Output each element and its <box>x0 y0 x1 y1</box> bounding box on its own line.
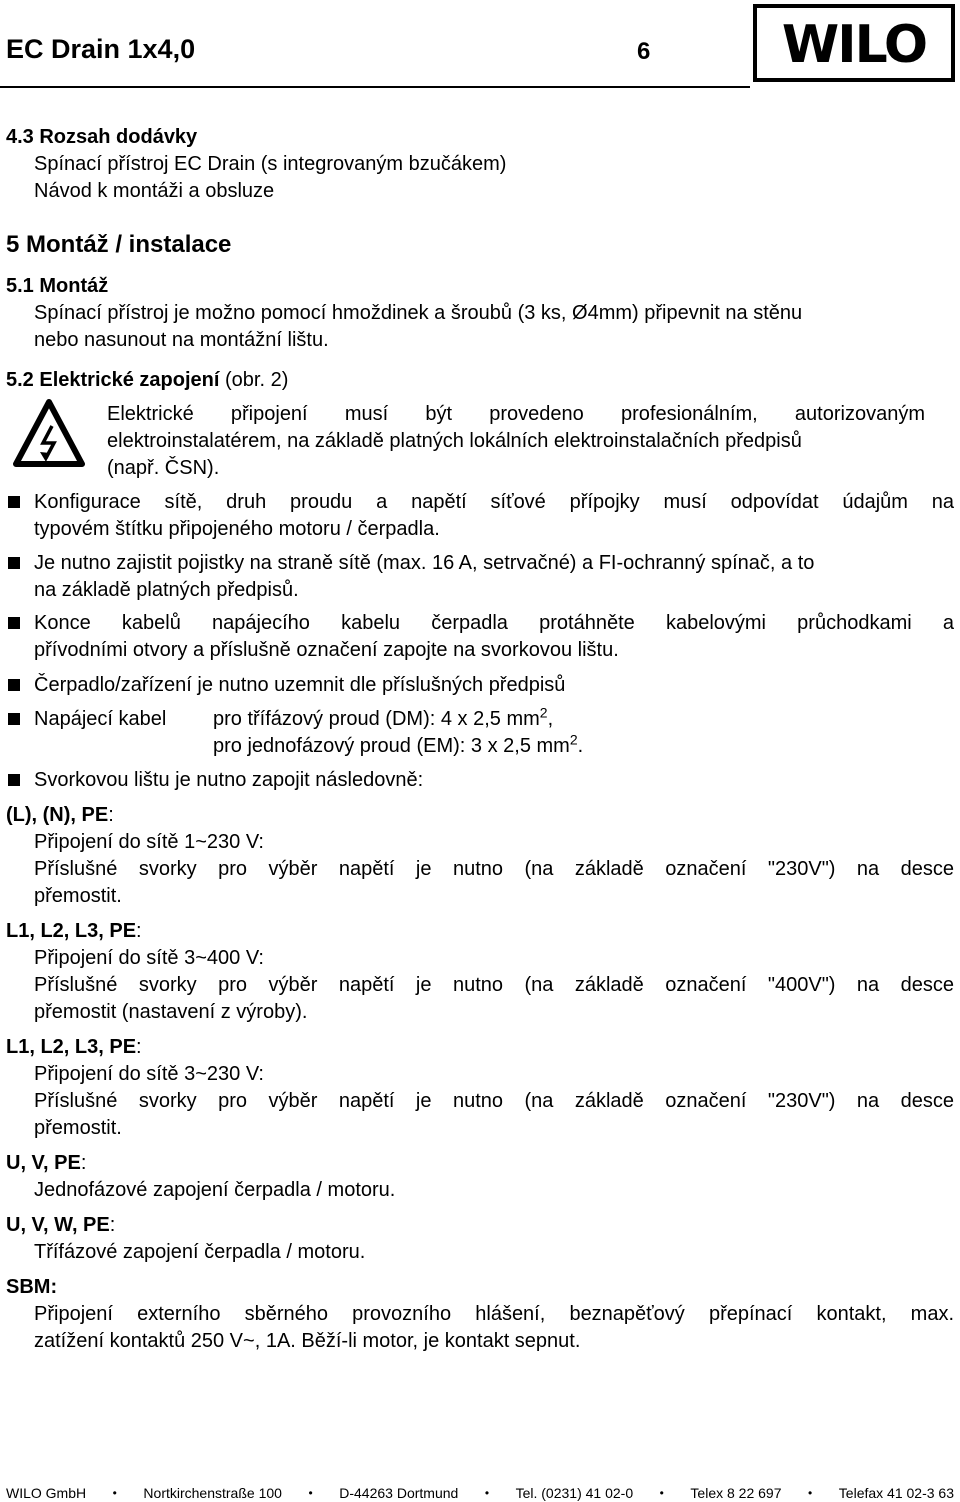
terminal-sub: Připojení do sítě 3~400 V: <box>34 947 264 969</box>
terminal-sub: Třífázové zapojení čerpadla / motoru. <box>34 1241 366 1263</box>
terminal-sub: Jednofázové zapojení čerpadla / motoru. <box>34 1179 396 1201</box>
page-number: 6 <box>637 38 651 65</box>
bullet-2-line-1: Je nutno zajistit pojistky na straně sítě (max. 16 A, setrvačné) a FI-ochranný spínač, a to <box>34 552 815 574</box>
bullet-3-line-2: přívodními otvory a příslušně označení zapojte na svorkovou lištu. <box>34 639 619 661</box>
bullet-6: Svorkovou lištu je nutno zapojit následovně: <box>34 769 424 791</box>
terminal-desc-line-1: Příslušné svorky pro výběr napětí je nutno (na základě označení "230V") na desce <box>34 1090 954 1112</box>
bullet-marker <box>8 496 20 508</box>
warning-line-1: Elektrické připojení musí být provedeno profesionálním, autorizovaným <box>107 403 925 425</box>
terminal-desc-line-1: Příslušné svorky pro výběr napětí je nutno (na základě označení "400V") na desce <box>34 974 954 996</box>
terminal-label: (L), (N), PE: <box>6 804 114 826</box>
footer-telex: Telex 8 22 697 <box>690 1485 782 1501</box>
terminal-label: L1, L2, L3, PE: <box>6 1036 142 1058</box>
footer-separator: • <box>659 1486 664 1500</box>
mount-line-1: Spínací přístroj je možno pomocí hmoždinek a šroubů (3 ks, Ø4mm) připevnit na stěnu <box>34 302 803 324</box>
footer-separator: • <box>308 1486 313 1500</box>
terminal-label: SBM: <box>6 1276 58 1298</box>
bullet-marker <box>8 557 20 569</box>
mount-line-2: nebo nasunout na montážní lištu. <box>34 329 329 351</box>
footer-city: D-44263 Dortmund <box>339 1485 459 1501</box>
bullet-marker <box>8 617 20 629</box>
bullet-5-label: Napájecí kabel <box>34 708 167 730</box>
wilo-logo <box>753 4 955 82</box>
bullet-marker <box>8 679 20 691</box>
bullet-3-line-1: Konce kabelů napájecího kabelu čerpadla protáhněte kabelovými průchodkami a <box>34 612 954 634</box>
terminal-label: L1, L2, L3, PE: <box>6 920 142 942</box>
terminal-label: U, V, W, PE: <box>6 1214 116 1236</box>
terminal-desc-line-2: zatížení kontaktů 250 V~, 1A. Běží-li motor, je kontakt sepnut. <box>34 1330 581 1352</box>
bullet-marker <box>8 774 20 786</box>
bullet-marker <box>8 713 20 725</box>
section-5-1-heading: 5.1 Montáž <box>6 275 109 297</box>
terminal-label: U, V, PE: <box>6 1152 87 1174</box>
footer-company: WILO GmbH <box>6 1485 87 1501</box>
terminal-desc-line-2: přemostit. <box>34 1117 122 1139</box>
terminal-desc-line-2: přemostit (nastavení z výroby). <box>34 1001 308 1023</box>
terminal-sub: Připojení do sítě 3~230 V: <box>34 1063 264 1085</box>
terminal-sub: Připojení do sítě 1~230 V: <box>34 831 264 853</box>
bullet-4: Čerpadlo/zařízení je nutno uzemnit dle příslušných předpisů <box>34 674 566 696</box>
header-rule <box>0 86 750 88</box>
bullet-2-line-2: na základě platných předpisů. <box>34 579 299 601</box>
warning-line-2: elektroinstalatérem, na základě platných lokálních elektroinstalačních předpisů <box>107 430 802 452</box>
footer-separator: • <box>808 1486 813 1500</box>
footer-tel: Tel. (0231) 41 02-0 <box>515 1485 634 1501</box>
bullet-5-line-2: pro jednofázový proud (EM): 3 x 2,5 $mm^2$. <box>213 731 584 757</box>
section-5-2-heading: 5.2 Elektrické zapojení (obr. 2) <box>6 369 289 391</box>
electrical-hazard-icon <box>12 396 86 470</box>
section-4-3-heading: 4.3 Rozsah dodávky <box>6 126 198 148</box>
footer-street: Nortkirchenstraße 100 <box>143 1485 282 1501</box>
bullet-5-line-1: pro třífázový proud (DM): 4 x 2,5 $mm^2$, <box>213 704 554 730</box>
terminal-desc-line-1: Připojení externího sběrného provozního hlášení, beznapěťový přepínací kontakt, max. <box>34 1303 954 1325</box>
footer-fax: Telefax 41 02-3 63 <box>838 1485 954 1501</box>
document-title: EC Drain 1x4,0 <box>6 34 196 64</box>
warning-line-3: (např. ČSN). <box>107 457 220 479</box>
terminal-desc-line-1: Příslušné svorky pro výběr napětí je nutno (na základě označení "230V") na desce <box>34 858 954 880</box>
section-5-heading: 5 Montáž / instalace <box>6 231 232 258</box>
terminal-desc-line-2: přemostit. <box>34 885 122 907</box>
footer-separator: • <box>484 1486 490 1500</box>
footer <box>6 1484 954 1502</box>
footer-separator: • <box>112 1486 117 1500</box>
wilo-logo-text: WILO <box>781 15 927 75</box>
scope-line-2: Návod k montáži a obsluze <box>34 180 275 202</box>
bullet-1-line-1: Konfigurace sítě, druh proudu a napětí síťové přípojky musí odpovídat údajům na <box>34 491 954 513</box>
scope-line-1: Spínací přístroj EC Drain (s integrovaným bzučákem) <box>34 153 507 175</box>
bullet-1-line-2: typovém štítku připojeného motoru / čerpadla. <box>34 518 440 540</box>
